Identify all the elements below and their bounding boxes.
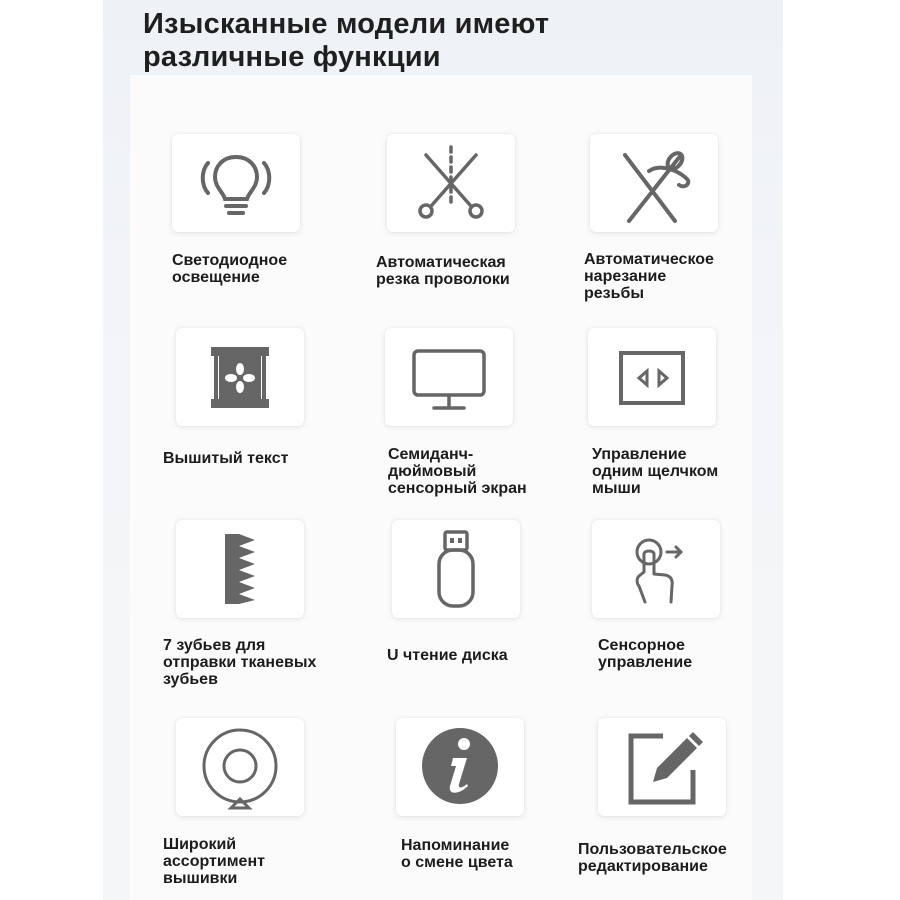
feature-card-embroidered-text [176,328,304,426]
page-title [143,8,703,74]
info-icon [415,722,505,812]
feature-card-one-click [588,328,716,426]
feature-label-embroidered-text: Вышитый текст [163,450,289,467]
page-title-line-1: Изысканные модели имеют [143,8,550,40]
feature-label-embroidery-range: Широкий ассортимент вышивки [163,836,265,887]
feature-label-auto-threading: Автоматическое нарезание резьбы [584,251,714,302]
feature-card-touch-screen [385,328,513,426]
lightbulb-icon [191,143,281,223]
feature-card-feed-teeth [176,520,304,618]
feature-card-custom-edit [598,718,726,816]
feature-label-touch-control: Сенсорное управление [598,637,693,671]
feature-label-custom-edit: Пользовательское редактирование [578,841,727,875]
code-window-icon [607,337,697,417]
feature-label-color-change: Напоминание о смене цвета [401,837,513,871]
feature-label-wire-cutting: Автоматическая резка проволоки [376,254,510,288]
feature-card-embroidery-range [176,718,304,816]
feature-label-one-click: Управление одним щелчком мыши [592,446,719,497]
feed-dog-teeth-icon [195,524,285,614]
edit-icon [617,722,707,812]
feature-label-feed-teeth: 7 зубьев для отправки тканевых зубьев [163,637,317,688]
feature-label-touch-screen: Семиданч- дюймовый сенсорный экран [388,446,527,497]
feature-card-usb [392,520,520,618]
embroidery-hoop-icon [195,722,285,812]
usb-drive-icon [411,524,501,614]
feature-card-auto-threading [590,134,718,232]
feature-label-led-lighting: Светодиодное освещение [172,252,288,286]
touch-hand-icon [611,524,701,614]
feature-label-usb: U чтение диска [387,647,508,664]
needle-thread-icon [609,141,699,225]
feature-card-led-lighting [172,134,300,232]
feature-card-wire-cutting [387,134,515,232]
embroidery-scroll-icon [195,337,285,417]
feature-card-touch-control [592,520,720,618]
monitor-icon [404,337,494,417]
scissors-icon [406,141,496,225]
feature-card-color-change [396,718,524,816]
page-title-line-2: различные функции [143,41,441,73]
